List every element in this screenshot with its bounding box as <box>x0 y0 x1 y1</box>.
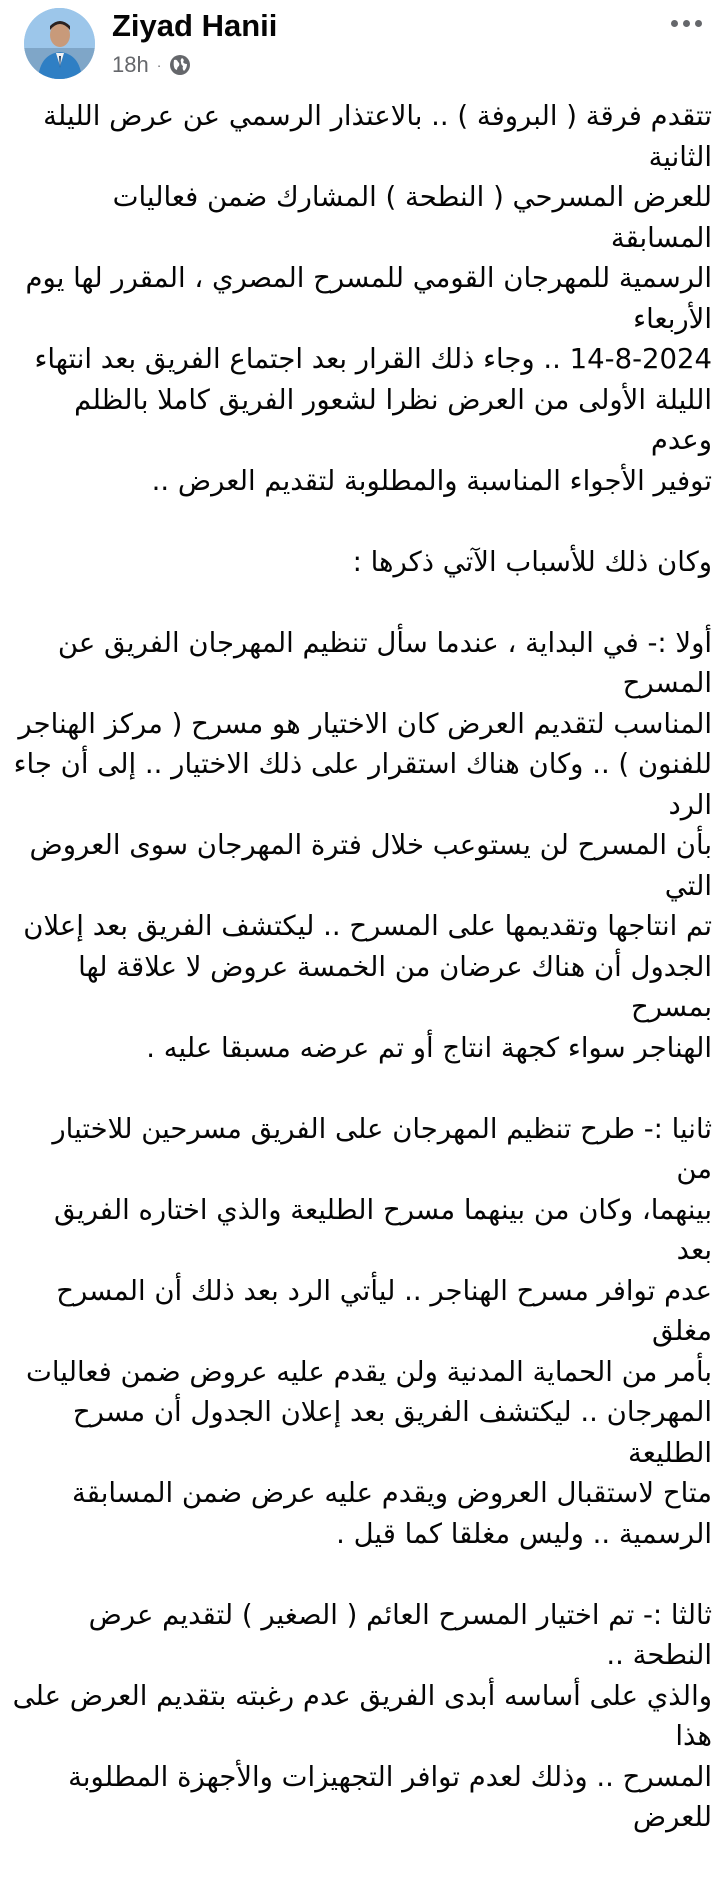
post-paragraph-third: ثالثا :- تم اختيار المسرح العائم ( الصغير ) لتقديم عرض النطحة .. والذي على أساسه أبدى الفريق عدم رغبته بتقديم العرض على هذا المسرح .. وذلك لعدم توافر التجهيزات والأجهزة المطلوبة للعرض <box>12 1598 712 1833</box>
post-paragraph-second: ثانيا :- طرح تنظيم المهرجان على الفريق مسرحين للاختيار من بينهما، وكان من بينهما مسرح الطليعة والذي اختاره الفريق بعد عدم توافر مسرح الهناجر .. ليأتي الرد بعد ذلك أن المسرح مغلق بأمر من الحماية المدنية ولن يقدم عليه عروض ضمن فعاليات المهرجان .. ليكتشف الفريق بعد إعلان الجدول أن مسرح الطليعة متاح لاستقبال العروض ويقدم عليه عرض ضمن المسابقة الرسمية .. وليس مغلقا كما قيل . <box>26 1112 712 1550</box>
post-meta <box>112 50 191 80</box>
profile-photo <box>24 8 95 79</box>
post-paragraph-first: أولا :- في البداية ، عندما سأل تنظيم المهرجان الفريق عن المسرح المناسب لتقديم العرض كان الاختيار هو مسرح ( مركز الهناجر للفنون ) .. وكان هناك استقرار على ذلك الاختيار .. إلى أن جاء الرد بأن المسرح لن يستوعب خلال فترة المهرجان سوى العروض التي تم انتاجها وتقديمها على المسرح .. ليكتشف الفريق بعد إعلان الجدول أن هناك عرضان من الخمسة عروض لا علاقة لها بمسرح الهناجر سواء كجهة انتاج أو تم عرضه مسبقا عليه . <box>13 626 712 1064</box>
globe-icon[interactable] <box>169 54 191 76</box>
post-paragraph-reasons-heading: وكان ذلك للأسباب الآتي ذكرها : <box>352 545 712 578</box>
post-paragraph-intro: تتقدم فرقة ( البروفة ) .. بالاعتذار الرسمي عن عرض الليلة الثانية للعرض المسرحي ( النطحة ) المشارك ضمن فعاليات المسابقة الرسمية للمهرجان القومي للمسرح المصري ، المقرر لها يوم الأربعاء 14-8-2024 .. وجاء ذلك القرار بعد اجتماع الفريق بعد انتهاء الليلة الأولى من العرض نظرا لشعور الفريق كاملا بالظلم وعدم توفير الأجواء المناسبة والمطلوبة لتقديم العرض .. <box>25 100 712 497</box>
post-time[interactable]: 18h <box>112 52 149 77</box>
post-body <box>12 96 712 1878</box>
author-name[interactable]: Ziyad Hanii <box>112 8 278 43</box>
more-dot <box>683 20 690 27</box>
more-dot <box>695 20 702 27</box>
more-dot <box>671 20 678 27</box>
separator-dot: · <box>156 57 162 73</box>
avatar[interactable] <box>24 8 95 79</box>
post-header <box>0 0 724 90</box>
more-options-icon[interactable] <box>666 10 706 36</box>
